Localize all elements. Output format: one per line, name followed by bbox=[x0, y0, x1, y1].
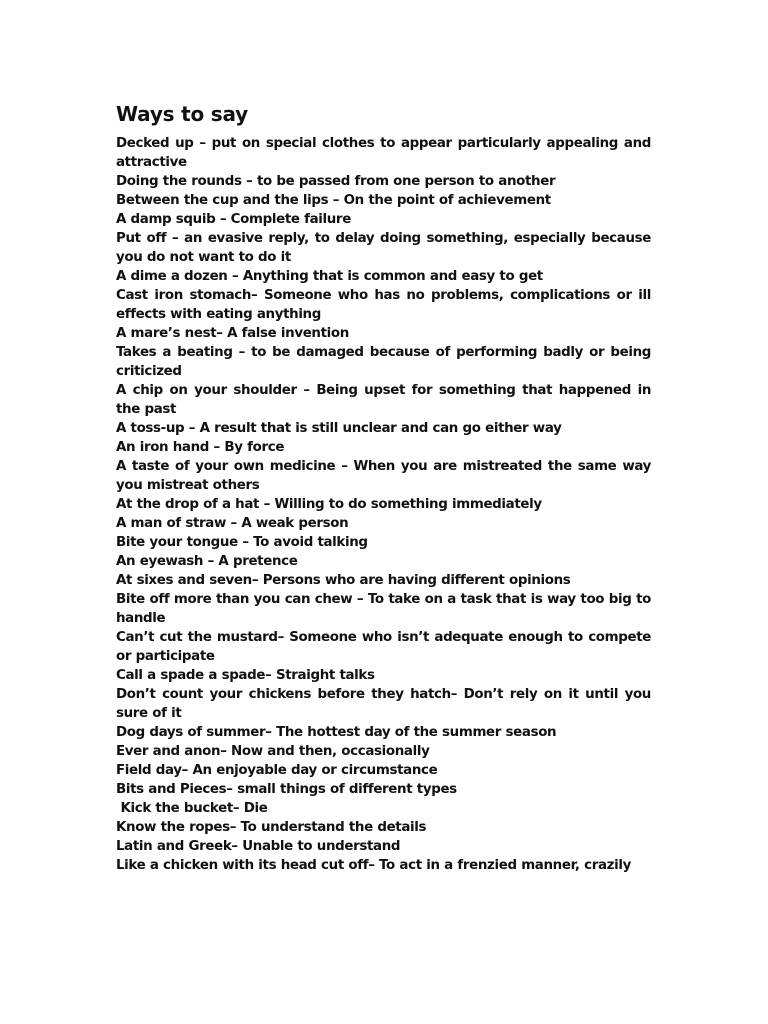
document-title: Ways to say bbox=[116, 102, 249, 126]
idiom-entry: Doing the rounds – to be passed from one person to another bbox=[116, 174, 556, 189]
idiom-entry: A damp squib – Complete failure bbox=[116, 212, 351, 227]
idiom-entry: Dog days of summer– The hottest day of the summer season bbox=[116, 725, 557, 740]
document-page bbox=[116, 100, 651, 875]
idiom-entry: An eyewash – A pretence bbox=[116, 554, 298, 569]
idiom-entry: Kick the bucket– Die bbox=[116, 801, 268, 816]
idiom-entry: An iron hand – By force bbox=[116, 440, 285, 455]
idiom-entry: A mare’s nest– A false invention bbox=[116, 326, 349, 341]
idiom-entry: Takes a beating – to be damaged because of performing badly or being criticized bbox=[116, 345, 651, 379]
idiom-entry: A taste of your own medicine – When you are mistreated the same way you mistreat others bbox=[116, 459, 651, 493]
idiom-entry: Ever and anon– Now and then, occasionally bbox=[116, 744, 430, 759]
idiom-entry: Bite off more than you can chew – To take on a task that is way too big to handle bbox=[116, 592, 651, 626]
idiom-entry: A man of straw – A weak person bbox=[116, 516, 349, 531]
idiom-list bbox=[116, 134, 651, 875]
idiom-entry: Don’t count your chickens before they hatch– Don’t rely on it until you sure of it bbox=[116, 687, 651, 721]
idiom-entry: A toss-up – A result that is still unclear and can go either way bbox=[116, 421, 562, 436]
idiom-entry: Call a spade a spade– Straight talks bbox=[116, 668, 375, 683]
idiom-entry: A chip on your shoulder – Being upset for something that happened in the past bbox=[116, 383, 651, 417]
idiom-entry: Put off – an evasive reply, to delay doing something, especially because you do not want to do it bbox=[116, 231, 651, 265]
idiom-entry: Field day– An enjoyable day or circumstance bbox=[116, 763, 438, 778]
idiom-entry: Bits and Pieces– small things of different types bbox=[116, 782, 457, 797]
idiom-entry: Decked up – put on special clothes to appear particularly appealing and attractive bbox=[116, 136, 651, 170]
idiom-entry: Bite your tongue – To avoid talking bbox=[116, 535, 368, 550]
idiom-entry: Latin and Greek– Unable to understand bbox=[116, 839, 401, 854]
idiom-entry: Like a chicken with its head cut off– To act in a frenzied manner, crazily bbox=[116, 858, 631, 873]
idiom-entry: At the drop of a hat – Willing to do something immediately bbox=[116, 497, 542, 512]
idiom-entry: Can’t cut the mustard– Someone who isn’t adequate enough to compete or participate bbox=[116, 630, 651, 664]
idiom-entry: Know the ropes– To understand the details bbox=[116, 820, 427, 835]
idiom-entry: At sixes and seven– Persons who are having different opinions bbox=[116, 573, 571, 588]
idiom-entry: A dime a dozen – Anything that is common and easy to get bbox=[116, 269, 543, 284]
idiom-entry: Between the cup and the lips – On the point of achievement bbox=[116, 193, 551, 208]
idiom-entry: Cast iron stomach– Someone who has no problems, complications or ill effects with eating anything bbox=[116, 288, 651, 322]
